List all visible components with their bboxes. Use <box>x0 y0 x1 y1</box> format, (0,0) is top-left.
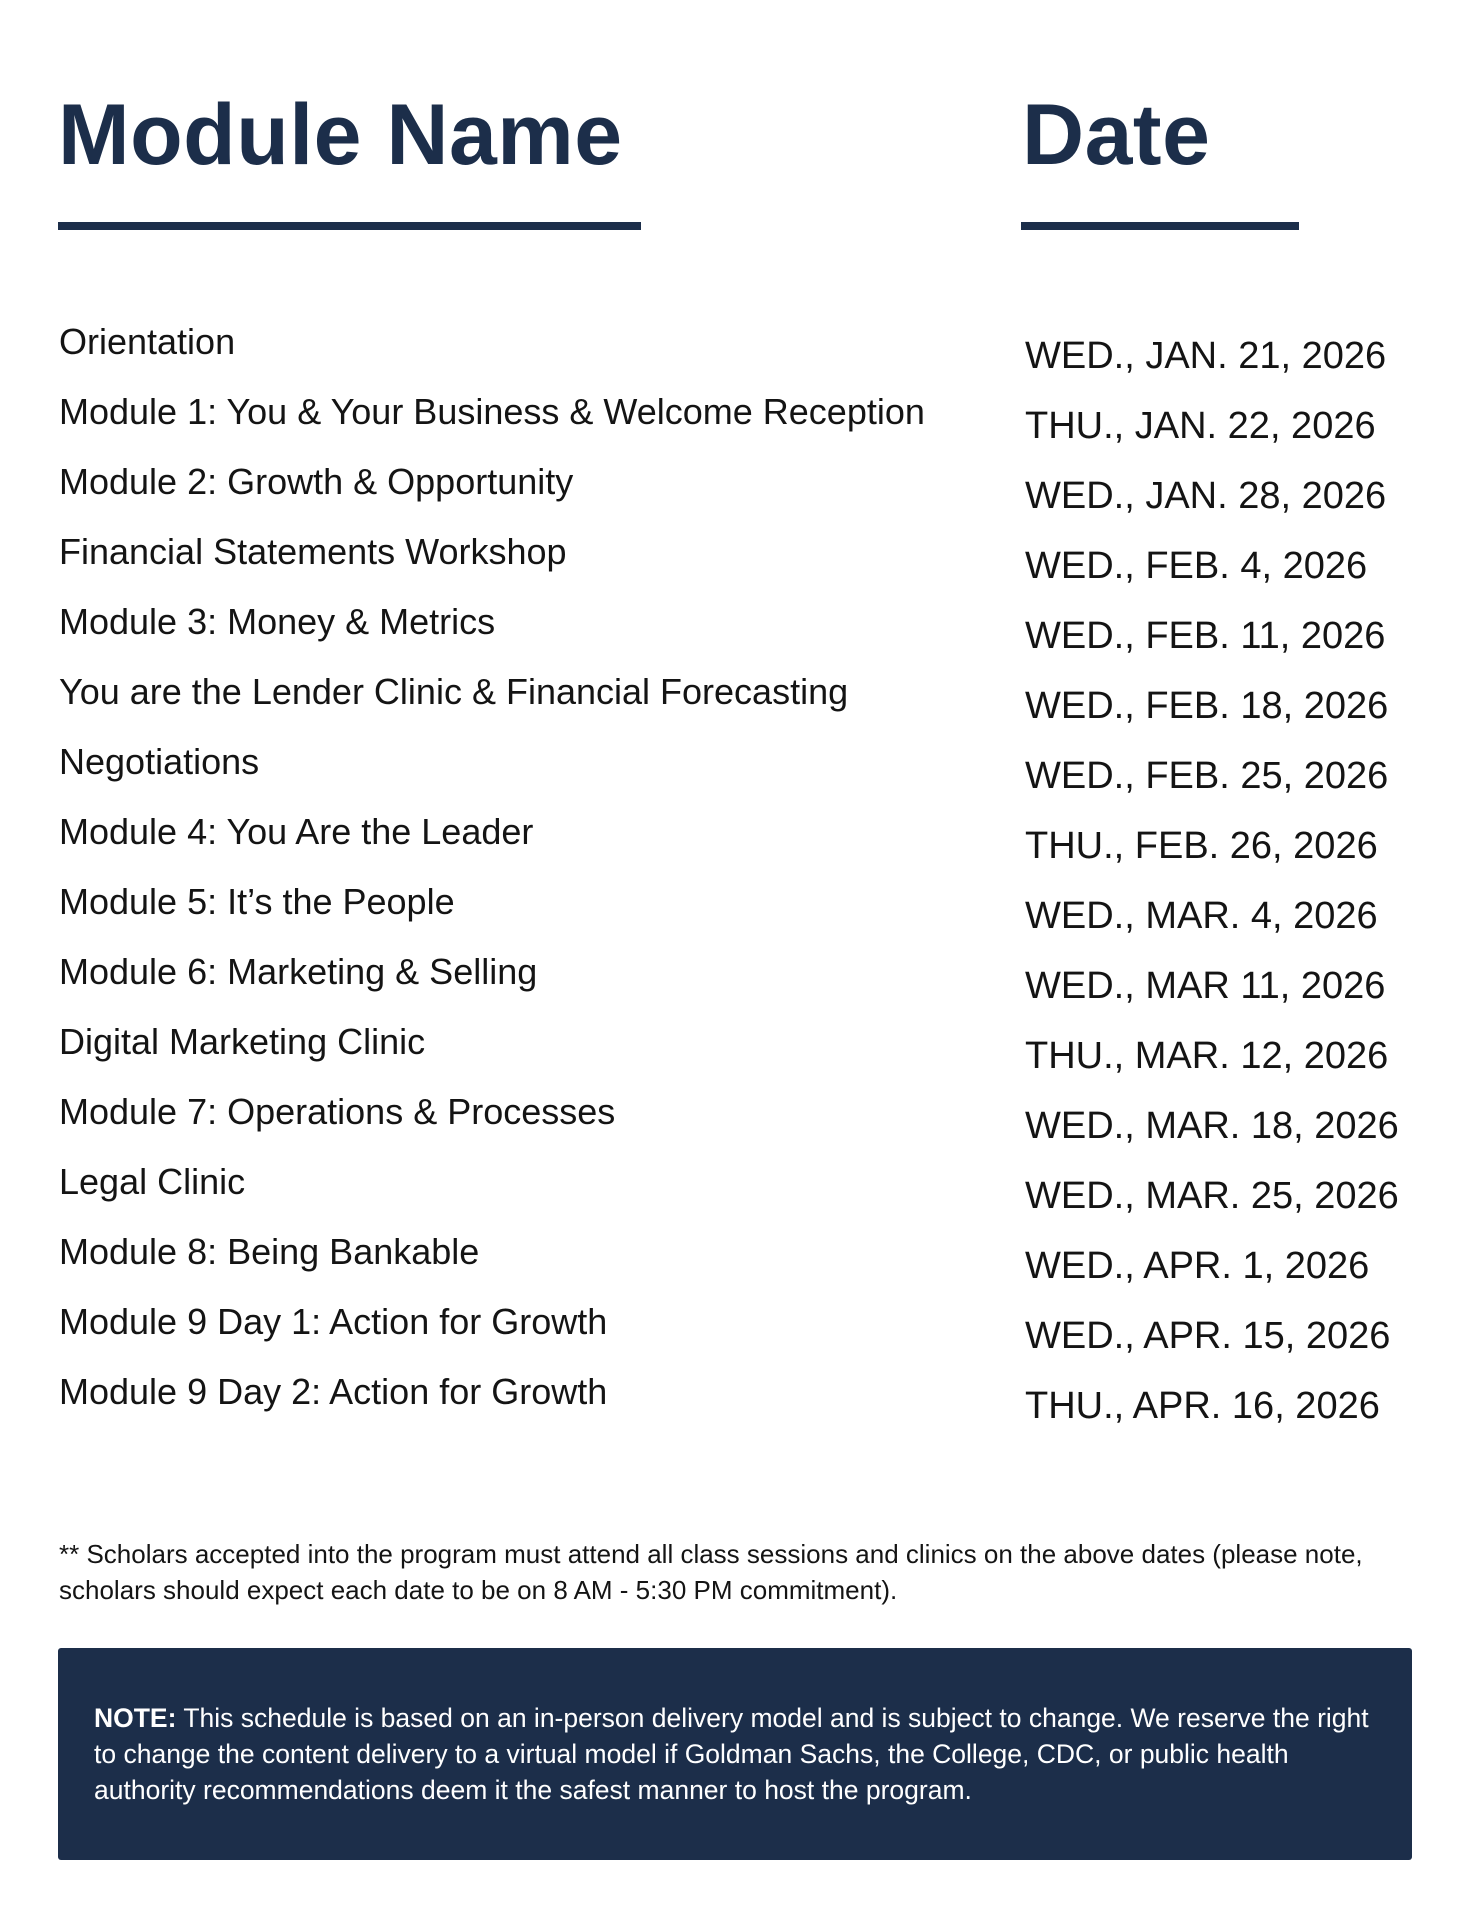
module-date-item: WED., FEB. 25, 2026 <box>1025 755 1389 797</box>
module-date-item: WED., FEB. 4, 2026 <box>1025 545 1368 587</box>
module-date-item: THU., FEB. 26, 2026 <box>1025 825 1378 867</box>
date-list <box>1025 328 1465 1448</box>
module-date-item: WED., JAN. 28, 2026 <box>1025 475 1387 517</box>
module-name-item: Module 7: Operations & Processes <box>59 1091 616 1132</box>
module-name-item: Orientation <box>59 321 236 362</box>
module-date-item: WED., JAN. 21, 2026 <box>1025 335 1387 377</box>
date-heading: Date <box>1022 87 1211 183</box>
module-name-item: Module 6: Marketing & Selling <box>59 951 538 992</box>
module-date-item: THU., APR. 16, 2026 <box>1025 1385 1380 1427</box>
module-name-item: Financial Statements Workshop <box>59 531 567 572</box>
module-date-item: WED., APR. 15, 2026 <box>1025 1315 1391 1357</box>
module-date-item: WED., MAR. 4, 2026 <box>1025 895 1378 937</box>
module-name-item: You are the Lender Clinic & Financial Forecasting <box>59 671 849 712</box>
module-name-heading: Module Name <box>58 87 623 183</box>
module-name-item: Module 5: It’s the People <box>59 881 455 922</box>
module-date-item: WED., FEB. 11, 2026 <box>1025 615 1386 657</box>
module-date-item: WED., FEB. 18, 2026 <box>1025 685 1389 727</box>
module-name-item: Module 9 Day 2: Action for Growth <box>59 1371 608 1412</box>
note-text <box>94 1700 1376 1808</box>
note-label: NOTE: <box>94 1703 177 1733</box>
module-date-item: WED., MAR. 18, 2026 <box>1025 1105 1399 1147</box>
attendance-footnote: ** Scholars accepted into the program must attend all class sessions and clinics on the above dates (please note, scholars should expect each date to be on 8 AM - 5:30 PM commitment). <box>59 1539 1363 1605</box>
note-box <box>58 1648 1412 1860</box>
module-name-item: Module 8: Being Bankable <box>59 1231 480 1272</box>
module-name-item: Module 9 Day 1: Action for Growth <box>59 1301 608 1342</box>
date-heading-underline <box>1021 222 1299 230</box>
module-name-item: Module 3: Money & Metrics <box>59 601 496 642</box>
module-date-item: WED., MAR 11, 2026 <box>1025 965 1386 1007</box>
module-name-item: Legal Clinic <box>59 1161 246 1202</box>
module-date-item: WED., MAR. 25, 2026 <box>1025 1175 1399 1217</box>
module-date-item: WED., APR. 1, 2026 <box>1025 1245 1370 1287</box>
module-name-item: Module 1: You & Your Business & Welcome Reception <box>59 391 925 432</box>
module-heading-underline <box>58 222 641 230</box>
module-date-item: THU., JAN. 22, 2026 <box>1025 405 1376 447</box>
note-body: This schedule is based on an in-person delivery model and is subject to change. We reserve the right to change the content delivery to a virtual model if Goldman Sachs, the College, CDC, or public health authority recommendations deem it the safest manner to host the program. <box>94 1703 1369 1805</box>
module-name-list <box>59 314 979 1434</box>
module-name-item: Module 4: You Are the Leader <box>59 811 534 852</box>
module-name-item: Module 2: Growth & Opportunity <box>59 461 574 502</box>
module-name-item: Digital Marketing Clinic <box>59 1021 426 1062</box>
module-date-item: THU., MAR. 12, 2026 <box>1025 1035 1389 1077</box>
module-name-item: Negotiations <box>59 741 260 782</box>
